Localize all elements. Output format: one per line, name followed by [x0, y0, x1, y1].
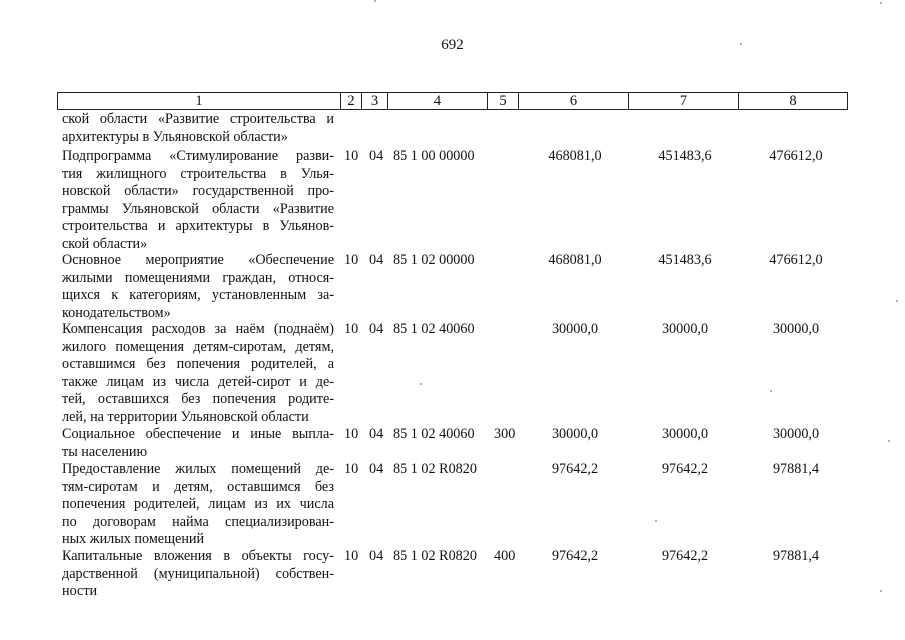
cell-amount-col8: 97881,4: [772, 548, 820, 564]
description-line: граммы Ульяновской области «Развитие: [62, 200, 334, 217]
header-col-5: 5: [487, 92, 518, 110]
cell-amount-col6: 30000,0: [551, 426, 599, 442]
cell-amount-col7: 451483,6: [658, 252, 712, 268]
cell-amount-col7: 30000,0: [661, 321, 709, 337]
scan-speck: [880, 590, 882, 592]
scan-speck: [740, 43, 742, 45]
scan-speck: [655, 520, 657, 522]
table-row-description: [62, 548, 334, 601]
cell-amount-col7: 97642,2: [661, 461, 709, 477]
cell-amount-col8: 476612,0: [769, 148, 823, 164]
description-line: архитектуры в Ульяновской области»: [62, 128, 288, 145]
cell-amount-col7: 97642,2: [661, 548, 709, 564]
table-row-description: [62, 252, 334, 322]
cell-section: 10: [344, 548, 359, 564]
cell-section: 10: [344, 148, 359, 164]
description-line: тия жилищного строительства в Улья-: [62, 165, 334, 182]
description-line: щихся к категориям, установленным за-: [62, 287, 334, 303]
cell-amount-col6: 468081,0: [548, 148, 602, 164]
description-line: ности: [62, 583, 98, 599]
table-row-description: [62, 111, 334, 146]
cell-section: 10: [344, 461, 359, 477]
scan-speck: [896, 300, 898, 302]
description-line: жилыми помещениями граждан, относя-: [62, 269, 334, 286]
description-line: Капитальные вложения в объекты госу-: [62, 548, 334, 564]
description-line: ской области»: [62, 235, 148, 252]
cell-amount-col8: 476612,0: [769, 252, 823, 268]
cell-amount-col8: 30000,0: [772, 321, 820, 337]
cell-target-code: 85 1 02 00000: [393, 252, 475, 268]
cell-expense-type: 400: [494, 548, 516, 564]
description-line: Социальное обеспечение и иные выпла-: [62, 426, 334, 442]
description-line: оставшимся без попечения родителей, а: [62, 356, 334, 372]
cell-subsection: 04: [369, 548, 384, 564]
cell-amount-col6: 468081,0: [548, 252, 602, 268]
table-row-description: [62, 426, 334, 461]
description-line: тям-сиротам и детям, оставшимся без: [62, 478, 334, 495]
header-col-2: 2: [340, 92, 361, 110]
description-line: Подпрограмма «Стимулирование разви-: [62, 148, 334, 164]
description-line: конодательством»: [62, 304, 171, 321]
cell-section: 10: [344, 252, 359, 268]
cell-section: 10: [344, 426, 359, 442]
table-row-description: [62, 321, 334, 426]
scan-speck: [374, 0, 376, 2]
scan-speck: [420, 383, 422, 385]
table-row-description: [62, 461, 334, 549]
description-line: лей, на территории Ульяновской области: [62, 408, 309, 425]
cell-amount-col7: 451483,6: [658, 148, 712, 164]
cell-subsection: 04: [369, 461, 384, 477]
header-col-3: 3: [361, 92, 387, 110]
description-line: попечения родителей, лицам из их числа: [62, 496, 334, 512]
cell-subsection: 04: [369, 426, 384, 442]
description-line: по договорам найма специализирован-: [62, 513, 334, 530]
description-line: Компенсация расходов за наём (поднаём): [62, 321, 334, 337]
description-line: новской области» государственной про-: [62, 183, 334, 199]
header-col-8: 8: [738, 92, 848, 110]
cell-target-code: 85 1 02 R0820: [393, 548, 477, 564]
cell-subsection: 04: [369, 252, 384, 268]
cell-amount-col6: 97642,2: [551, 548, 599, 564]
cell-amount-col6: 30000,0: [551, 321, 599, 337]
description-line: жилого помещения детям-сиротам, детям,: [62, 338, 334, 355]
cell-target-code: 85 1 02 40060: [393, 426, 475, 442]
scan-speck: [770, 390, 772, 392]
description-line: тей, оставшихся без попечения родите-: [62, 391, 334, 407]
table-row-description: [62, 148, 334, 253]
scan-speck: [880, 2, 882, 4]
cell-amount-col7: 30000,0: [661, 426, 709, 442]
cell-target-code: 85 1 02 40060: [393, 321, 475, 337]
description-line: ской области «Развитие строительства и: [62, 111, 334, 127]
cell-amount-col6: 97642,2: [551, 461, 599, 477]
description-line: строительства и архитектуры в Ульянов-: [62, 218, 334, 234]
description-line: ных жилых помещений: [62, 531, 205, 547]
cell-section: 10: [344, 321, 359, 337]
cell-subsection: 04: [369, 148, 384, 164]
scan-speck: [888, 440, 890, 442]
description-line: Предоставление жилых помещений де-: [62, 461, 334, 477]
cell-target-code: 85 1 02 R0820: [393, 461, 477, 477]
header-col-1: 1: [57, 92, 340, 110]
description-line: также лицам из числа детей-сирот и де-: [62, 373, 334, 390]
header-col-4: 4: [387, 92, 487, 110]
description-line: ты населению: [62, 443, 148, 460]
description-line: Основное мероприятие «Обеспечение: [62, 252, 334, 268]
cell-target-code: 85 1 00 00000: [393, 148, 475, 164]
cell-expense-type: 300: [494, 426, 516, 442]
page-number: 692: [441, 37, 464, 53]
description-line: дарственной (муниципальной) собствен-: [62, 565, 334, 582]
header-col-7: 7: [628, 92, 738, 110]
cell-subsection: 04: [369, 321, 384, 337]
cell-amount-col8: 30000,0: [772, 426, 820, 442]
cell-amount-col8: 97881,4: [772, 461, 820, 477]
header-col-6: 6: [518, 92, 628, 110]
